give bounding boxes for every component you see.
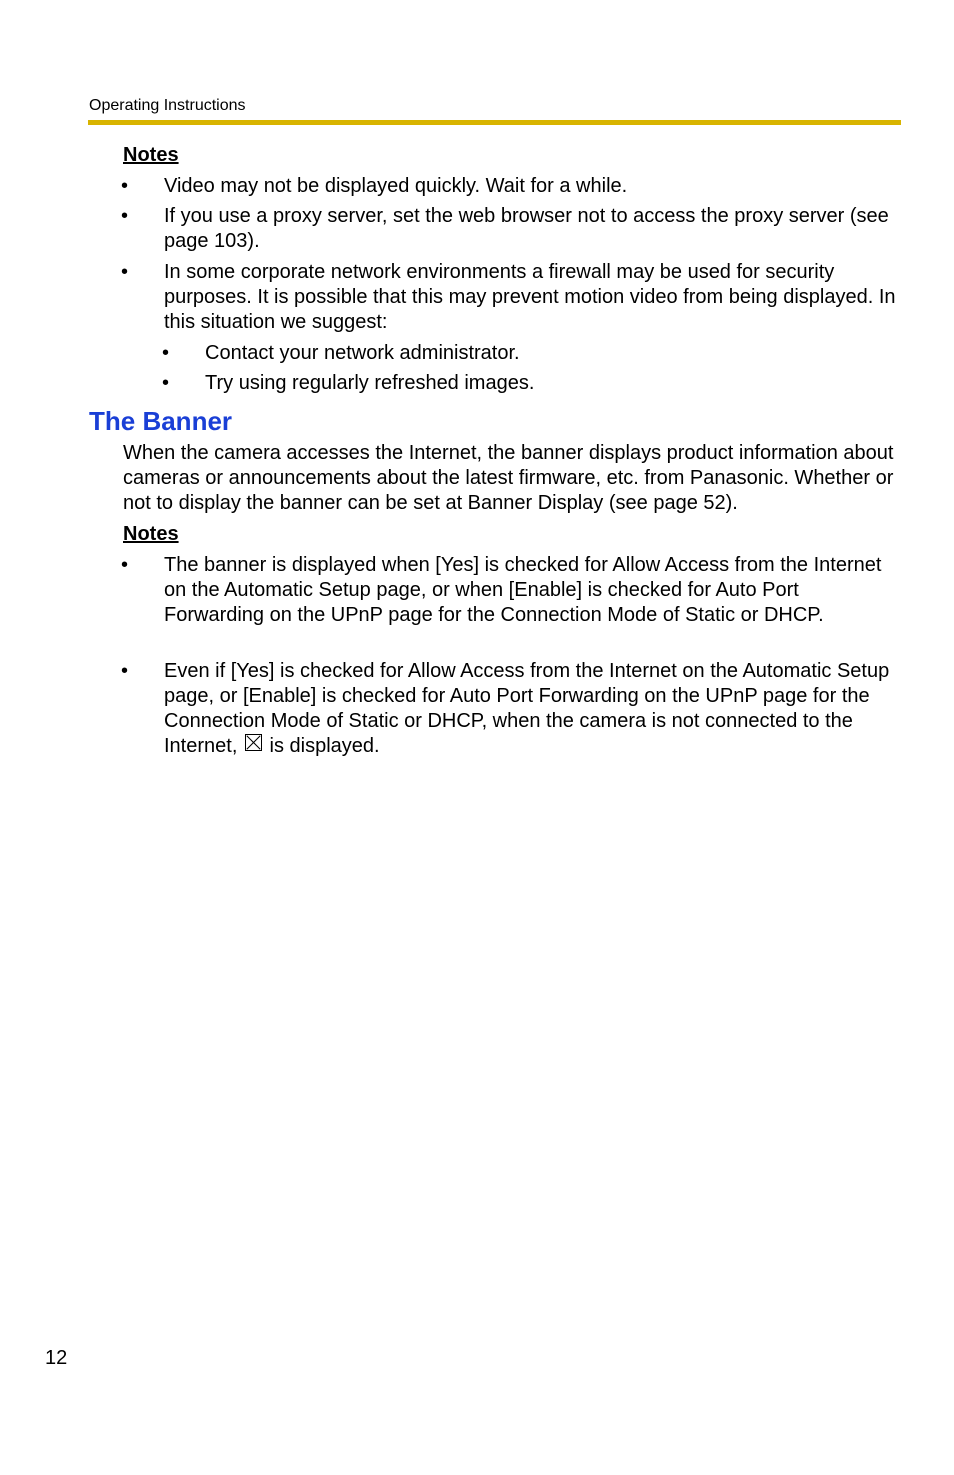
bullet-icon: • [162, 342, 170, 364]
sub-list-item-text: Contact your network administrator. [205, 342, 520, 364]
list-item-text-suffix: is displayed. [269, 735, 380, 757]
list-item-text: The banner is displayed when [Yes] is checked for Allow Access from the Internet on the Automatic Setup page, or when [Enable] is checked for Auto Port Forwarding on the UPnP page for the Connection Mode of Static or DHCP. [164, 554, 882, 626]
banner-unavailable-icon [245, 734, 262, 751]
notes-label: Notes [123, 144, 179, 166]
bullet-icon: • [121, 660, 129, 682]
page-number: 12 [45, 1347, 68, 1369]
bullet-icon: • [121, 175, 129, 197]
list-item-text: In some corporate network environments a firewall may be used for security purposes. It is possible that this may prevent motion video from being displayed. In this situation we suggest: [164, 261, 896, 333]
bullet-icon: • [121, 554, 129, 576]
header-rule [88, 120, 901, 125]
bullet-icon: • [121, 205, 129, 227]
notes-label: Notes [123, 523, 179, 545]
sub-list-item-text: Try using regularly refreshed images. [205, 372, 535, 394]
header-title: Operating Instructions [89, 97, 246, 114]
bullet-icon: • [121, 261, 129, 283]
section-paragraph: When the camera accesses the Internet, the banner displays product information about cameras or announcements about the latest firmware, etc. from Panasonic. Whether or not to display the banner can be set at Banner Display (see page 52). [123, 442, 894, 514]
bullet-icon: • [162, 372, 170, 394]
section-title: The Banner [89, 406, 233, 436]
list-item-text-main: Even if [Yes] is checked for Allow Access from the Internet on the Automatic Setup page, or [Enable] is checked for Auto Port Forwarding on the UPnP page for the Connection Mode of Static or DHCP, when the camera is not connected to the Internet, [164, 660, 890, 757]
list-item-text: Video may not be displayed quickly. Wait for a while. [164, 175, 628, 197]
list-item-text: If you use a proxy server, set the web browser not to access the proxy server (see page 103). [164, 205, 889, 252]
list-item-text [164, 659, 904, 759]
